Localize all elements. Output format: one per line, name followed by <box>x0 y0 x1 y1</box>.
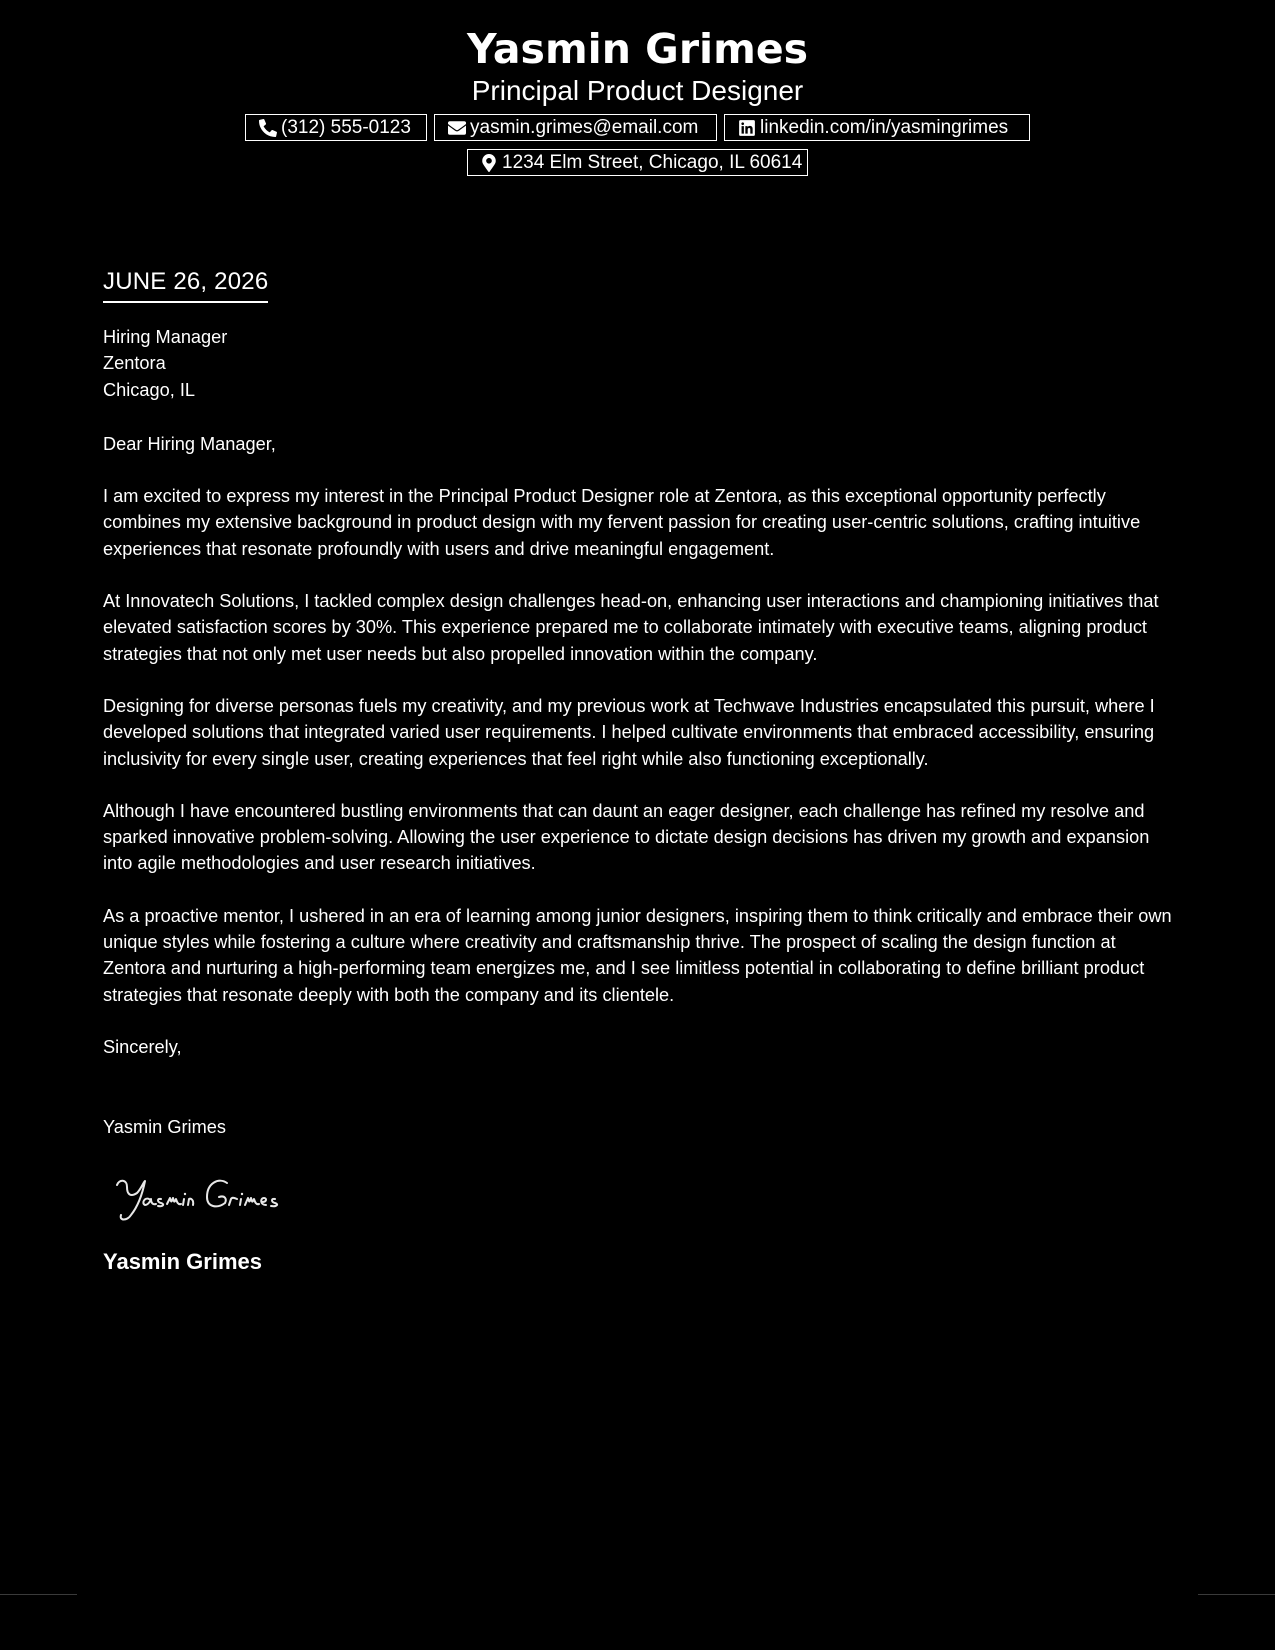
letter-body <box>103 266 1183 1277</box>
salutation: Dear Hiring Manager, <box>103 433 276 454</box>
phone-text: (312) 555-0123 <box>281 116 411 138</box>
phone-icon <box>258 118 277 137</box>
recipient-line: Chicago, IL <box>103 379 196 400</box>
handwritten-signature <box>109 1171 369 1227</box>
body-paragraph: Designing for diverse personas fuels my creativity, and my previous work at Techwave Industries encapsulated this pursuit, where I developed solutions that integrated varied user requirements. I helped cultivate environments that embraced accessibility, ensuring inclusivity for every single user, creating experiences that feel right while also functioning exceptionally. <box>103 695 1155 769</box>
contact-row <box>0 114 1275 141</box>
address-text: 1234 Elm Street, Chicago, IL 60614 <box>502 151 803 173</box>
recipient-line: Hiring Manager <box>103 327 228 347</box>
body-paragraph: As a proactive mentor, I ushered in an era of learning among junior designers, inspiring them to think critically and embrace their own unique styles while fostering a culture where creativity and craftsmanship thrive. The prospect of scaling the design function at Zentora and nurturing a high-performing team energizes me, and I see limitless potential in collaborating to define brilliant product strategies that resonate deeply with both the company and its clientele. <box>103 905 1172 1005</box>
signer-name-bold: Yasmin Grimes <box>103 1248 262 1274</box>
linkedin-contact[interactable] <box>724 114 1030 141</box>
linkedin-text: linkedin.com/in/yasmingrimes <box>760 116 1009 138</box>
address-contact[interactable] <box>467 149 808 176</box>
email-text: yasmin.grimes@email.com <box>470 116 699 138</box>
footer-divider-left <box>0 1594 77 1595</box>
body-paragraph: At Innovatech Solutions, I tackled complex design challenges head-on, enhancing user interactions and championing initiatives that elevated satisfaction scores by 30%. This experience prepared me to collaborate intimately with executive teams, aligning product strategies that not only met user needs but also propelled innovation within the company. <box>103 591 1159 664</box>
closing: Sincerely, <box>103 1036 182 1057</box>
applicant-name: Yasmin Grimes <box>466 25 809 73</box>
phone-contact[interactable] <box>245 114 427 141</box>
linkedin-icon <box>737 118 756 137</box>
signer-name: Yasmin Grimes <box>103 1117 226 1138</box>
email-contact[interactable] <box>434 114 717 141</box>
envelope-icon <box>447 118 466 137</box>
footer-divider-right <box>1198 1594 1275 1595</box>
body-paragraph: Although I have encountered bustling environments that can daunt an eager designer, each challenge has refined my resolve and sparked innovative problem-solving. Allowing the user experience to dictate design decisions has driven my growth and expansion into agile methodologies and user research initiatives. <box>103 800 1150 874</box>
letter-header <box>0 22 1275 176</box>
contact-row-address <box>0 149 1275 176</box>
body-paragraph: I am excited to express my interest in the Principal Product Designer role at Zentora, as this exceptional opportunity perfectly combines my extensive background in product design with my fervent passion for creating user-centric solutions, crafting intuitive experiences that resonate profoundly with users and drive meaningful engagement. <box>103 486 1141 559</box>
letter-date: JUNE 26, 2026 <box>103 266 268 303</box>
map-pin-icon <box>480 153 498 172</box>
recipient-block <box>103 324 1183 403</box>
recipient-line: Zentora <box>103 353 166 374</box>
applicant-title: Principal Product Designer <box>471 75 804 106</box>
